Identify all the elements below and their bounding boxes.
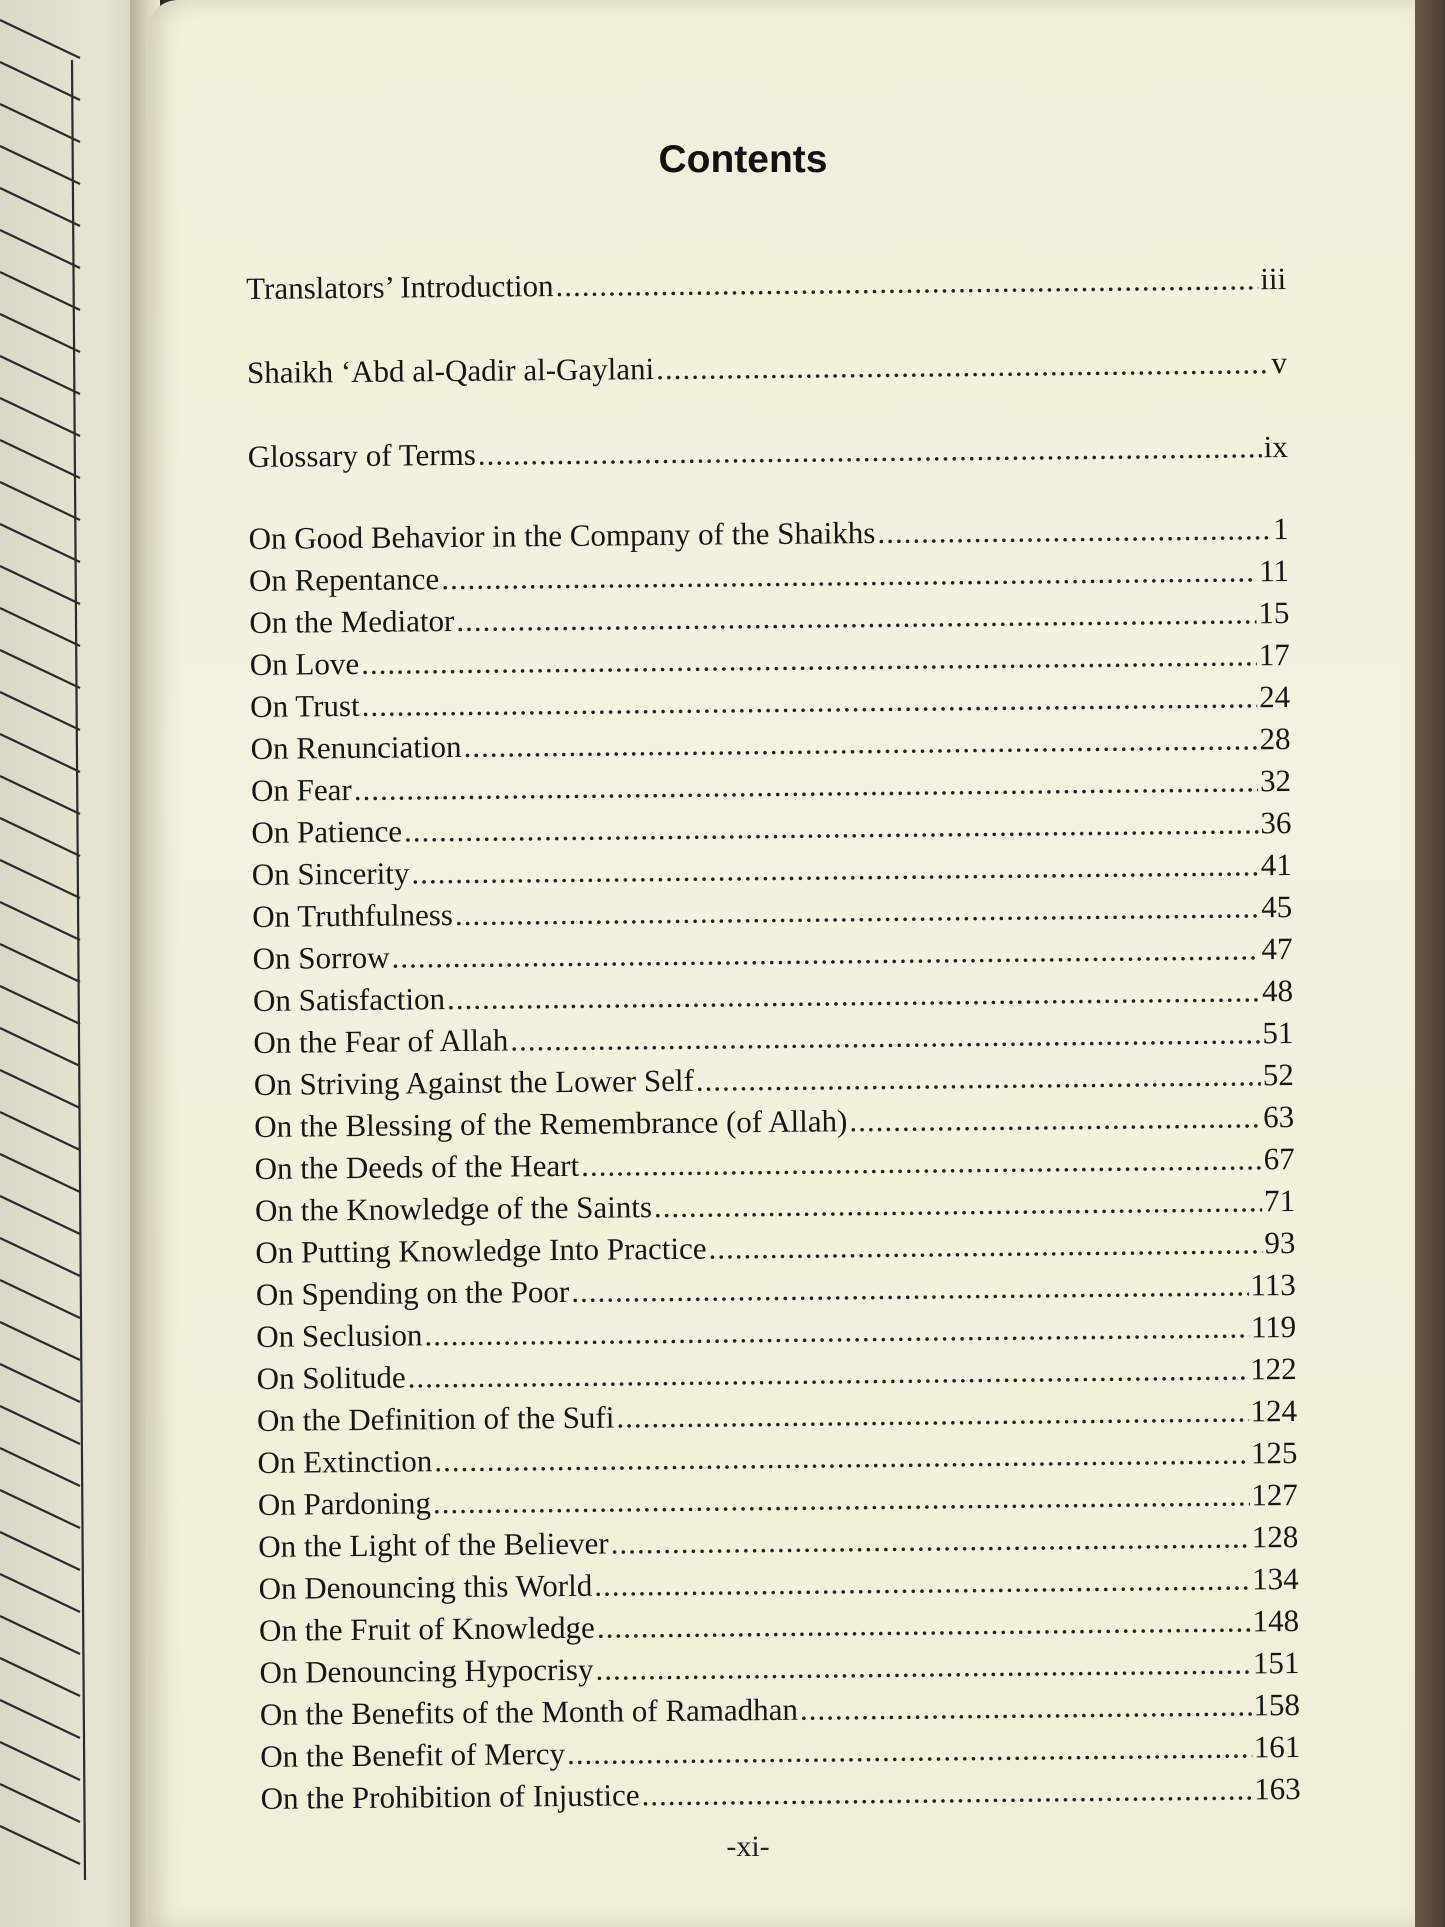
ruled-line bbox=[0, 944, 80, 982]
toc-entry-label: On Solitude bbox=[256, 1359, 406, 1396]
dot-leader bbox=[510, 1012, 1261, 1061]
toc-entry-label: On the Blessing of the Remembrance (of Allah) bbox=[254, 1103, 848, 1144]
dot-leader bbox=[595, 1642, 1251, 1690]
toc-entry-page: 41 bbox=[1260, 846, 1292, 883]
toc-entry-label: On Seclusion bbox=[256, 1317, 423, 1354]
ruled-line bbox=[0, 1322, 80, 1360]
toc-entry-page: 1 bbox=[1272, 511, 1289, 547]
ruled-line bbox=[0, 356, 80, 394]
toc-entry-label: On Love bbox=[249, 645, 360, 682]
ruled-line bbox=[0, 692, 80, 730]
toc-entry-page: 161 bbox=[1253, 1728, 1301, 1765]
ruled-line bbox=[0, 860, 80, 898]
toc-entry-label: On Extinction bbox=[257, 1443, 433, 1480]
toc-entry-label: On Striving Against the Lower Self bbox=[253, 1062, 694, 1102]
toc-entry bbox=[246, 258, 1286, 310]
toc-entry-label: On Sincerity bbox=[251, 855, 410, 892]
ruled-line bbox=[0, 104, 80, 142]
ruled-line bbox=[0, 188, 80, 226]
ruled-line bbox=[0, 566, 80, 604]
ruled-line bbox=[0, 608, 80, 646]
toc-entry-page: 24 bbox=[1258, 678, 1291, 715]
ruled-line bbox=[0, 986, 80, 1024]
ruled-line bbox=[0, 314, 80, 352]
toc-entry-label: On the Prohibition of Injustice bbox=[260, 1777, 640, 1816]
ruled-line bbox=[0, 1658, 80, 1696]
toc-entry-page: 45 bbox=[1261, 888, 1293, 925]
dot-leader bbox=[696, 1054, 1261, 1101]
ruled-line bbox=[0, 482, 80, 520]
toc-entry-label: On Trust bbox=[250, 687, 360, 724]
ruled-line bbox=[0, 1028, 80, 1066]
toc-entry-label: On Putting Knowledge Into Practice bbox=[255, 1230, 707, 1270]
ruled-line bbox=[0, 524, 80, 562]
ruled-line bbox=[0, 1490, 80, 1528]
toc-entry-page: 134 bbox=[1251, 1560, 1299, 1597]
ruled-line bbox=[0, 1406, 80, 1444]
ruled-line bbox=[0, 1784, 80, 1822]
toc-entry-page: 122 bbox=[1249, 1350, 1297, 1387]
ruled-line bbox=[0, 230, 80, 268]
toc-entry-page: 148 bbox=[1252, 1602, 1300, 1639]
toc-entry-page: 151 bbox=[1252, 1644, 1300, 1681]
toc-entry-label: On Spending on the Poor bbox=[255, 1273, 570, 1312]
dot-leader bbox=[641, 1768, 1252, 1816]
dot-leader bbox=[555, 258, 1258, 307]
toc-entry-page: 32 bbox=[1259, 762, 1292, 799]
ruled-line bbox=[0, 1070, 80, 1108]
ruled-line bbox=[0, 272, 80, 310]
toc-entry-page: 52 bbox=[1262, 1056, 1294, 1093]
toc-entry bbox=[247, 342, 1287, 394]
ruled-line bbox=[0, 1700, 80, 1738]
toc-entry-label: On the Knowledge of the Saints bbox=[254, 1189, 653, 1228]
toc-entry-label: On Denouncing this World bbox=[258, 1567, 593, 1606]
dot-leader bbox=[571, 1264, 1249, 1312]
toc-entry-page: 11 bbox=[1258, 553, 1290, 589]
toc-entry-page: 17 bbox=[1258, 636, 1290, 673]
ruled-line bbox=[0, 20, 80, 58]
dot-leader bbox=[567, 1726, 1252, 1775]
toc-entry-page: 124 bbox=[1250, 1392, 1298, 1429]
toc-entry-page: 119 bbox=[1250, 1308, 1297, 1345]
toc-entry-label: On the Fear of Allah bbox=[253, 1022, 509, 1060]
ruled-line bbox=[0, 1742, 80, 1780]
contents-page bbox=[148, 0, 1415, 1927]
toc-entry-page: 158 bbox=[1253, 1686, 1301, 1723]
ruled-line bbox=[0, 146, 80, 184]
toc-entry-label: Glossary of Terms bbox=[247, 436, 476, 474]
page-title: Contents bbox=[658, 138, 828, 181]
dot-leader bbox=[610, 1516, 1249, 1564]
dot-leader bbox=[849, 1096, 1261, 1142]
toc-entry-label: On the Deeds of the Heart bbox=[254, 1147, 580, 1186]
toc-entry-label: On the Mediator bbox=[249, 603, 455, 640]
toc-entry-page: 128 bbox=[1251, 1518, 1299, 1555]
toc-entry-label: On Good Behavior in the Company of the Shaikhs bbox=[248, 514, 876, 556]
toc-entry-label: On Renunciation bbox=[250, 728, 462, 766]
ruled-line bbox=[0, 1112, 80, 1150]
ruled-line bbox=[0, 440, 80, 478]
toc-entry-page: 47 bbox=[1261, 930, 1293, 967]
table-of-contents bbox=[246, 258, 1301, 1820]
ruled-line bbox=[0, 650, 80, 688]
ruled-line bbox=[0, 1574, 80, 1612]
toc-entry-page: 48 bbox=[1261, 972, 1294, 1009]
ruled-lines-decoration bbox=[0, 0, 145, 1927]
toc-entry-label: On Repentance bbox=[248, 561, 440, 598]
toc-entry bbox=[248, 426, 1288, 478]
toc-entry-label: On Patience bbox=[251, 813, 403, 850]
toc-entry-label: On the Light of the Believer bbox=[258, 1525, 609, 1564]
toc-entry-page: 63 bbox=[1263, 1098, 1295, 1135]
toc-entry-page: ix bbox=[1263, 429, 1288, 465]
toc-entry-label: On the Benefit of Mercy bbox=[260, 1736, 566, 1774]
ruled-line bbox=[0, 1532, 80, 1570]
ruled-line bbox=[0, 1826, 80, 1864]
ruled-line bbox=[0, 1616, 80, 1654]
dot-leader bbox=[597, 1600, 1251, 1648]
page-number: -xi- bbox=[726, 1830, 770, 1863]
toc-entry-label: Translators’ Introduction bbox=[246, 268, 554, 306]
dot-leader bbox=[478, 426, 1262, 476]
toc-entry-label: On Pardoning bbox=[257, 1485, 432, 1522]
toc-entry-page: 113 bbox=[1250, 1266, 1296, 1303]
toc-entry-page: 163 bbox=[1253, 1770, 1301, 1807]
toc-entry-page: 125 bbox=[1250, 1434, 1298, 1471]
ruled-line bbox=[0, 1448, 80, 1486]
toc-entry-label: On Truthfulness bbox=[252, 897, 454, 934]
ruled-line bbox=[0, 776, 80, 814]
dot-leader bbox=[594, 1558, 1250, 1606]
ruled-line bbox=[0, 1364, 80, 1402]
toc-entry-page: 67 bbox=[1263, 1140, 1295, 1177]
toc-entry-label: On Satisfaction bbox=[252, 981, 446, 1018]
dot-leader bbox=[800, 1684, 1252, 1730]
ruled-line bbox=[0, 1154, 80, 1192]
toc-entry bbox=[260, 1768, 1300, 1820]
toc-entry-label: On the Fruit of Knowledge bbox=[258, 1609, 596, 1648]
ruled-line bbox=[0, 902, 80, 940]
toc-entry-label: On the Benefits of the Month of Ramadhan bbox=[259, 1691, 799, 1732]
toc-entry-label: On Denouncing Hypocrisy bbox=[259, 1651, 594, 1690]
ruled-line bbox=[0, 62, 80, 100]
toc-entry-label: On Fear bbox=[250, 772, 352, 808]
toc-entry-page: 71 bbox=[1263, 1182, 1296, 1219]
dot-leader bbox=[708, 1222, 1262, 1269]
toc-entry-page: v bbox=[1271, 345, 1288, 381]
toc-entry-page: 15 bbox=[1258, 595, 1290, 631]
toc-entry-page: 51 bbox=[1262, 1014, 1294, 1051]
dot-leader bbox=[877, 508, 1271, 554]
toc-entry-label: Shaikh ‘Abd al-Qadir al-Gaylani bbox=[246, 351, 655, 390]
ruled-line bbox=[0, 1196, 80, 1234]
dot-leader bbox=[581, 1138, 1262, 1187]
dot-leader bbox=[656, 342, 1270, 390]
toc-entry-label: On the Definition of the Sufi bbox=[256, 1399, 615, 1438]
toc-entry-label: On Sorrow bbox=[252, 939, 390, 976]
ruled-line bbox=[0, 734, 80, 772]
dot-leader bbox=[654, 1180, 1262, 1228]
toc-entry-page: 36 bbox=[1260, 804, 1292, 841]
toc-entry-page: 127 bbox=[1251, 1476, 1298, 1513]
toc-entry-page: iii bbox=[1260, 261, 1287, 297]
toc-entry-page: 93 bbox=[1264, 1224, 1296, 1261]
dot-leader bbox=[616, 1390, 1249, 1438]
ruled-line bbox=[0, 398, 80, 436]
ruled-line bbox=[0, 818, 80, 856]
ruled-line bbox=[0, 1238, 80, 1276]
toc-entry-page: 28 bbox=[1259, 720, 1291, 757]
previous-page-edge bbox=[0, 0, 145, 1927]
ruled-line bbox=[0, 1280, 80, 1318]
background-strip bbox=[1415, 0, 1445, 1927]
